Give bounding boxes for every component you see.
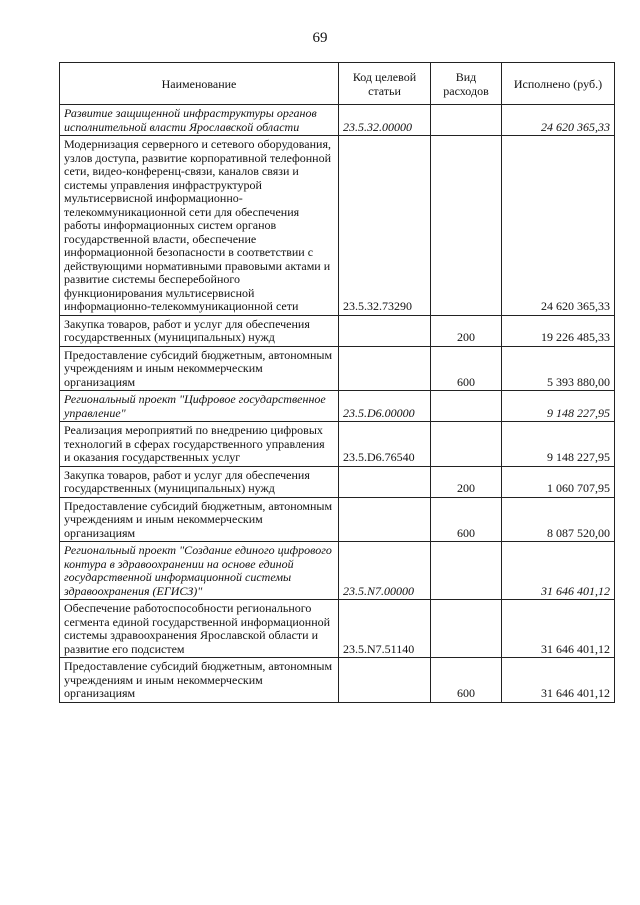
table-row [60, 136, 615, 316]
table-row [60, 497, 615, 542]
column-header-code: Код целевой статьи [339, 63, 431, 105]
row-amount: 31 646 401,12 [502, 658, 615, 703]
row-name: Обеспечение работоспособности регионального сегмента единой государственной информационной системы здравоохранения Ярославской области и развитие его подсистем [60, 600, 339, 658]
row-type: 200 [431, 466, 502, 497]
row-amount: 19 226 485,33 [502, 315, 615, 346]
row-code: 23.5.N7.51140 [339, 600, 431, 658]
row-code [339, 315, 431, 346]
row-code [339, 658, 431, 703]
row-type [431, 136, 502, 316]
table-row [60, 542, 615, 600]
row-name: Региональный проект "Создание единого цифрового контура в здравоохранении на основе единой государственной информационной системы здравоохранения (ЕГИСЗ)" [60, 542, 339, 600]
row-amount: 24 620 365,33 [502, 136, 615, 316]
row-type: 600 [431, 497, 502, 542]
row-amount: 9 148 227,95 [502, 391, 615, 422]
table-row [60, 346, 615, 391]
row-type [431, 600, 502, 658]
row-type [431, 391, 502, 422]
table-row [60, 658, 615, 703]
table-row [60, 105, 615, 136]
row-code: 23.5.D6.76540 [339, 422, 431, 467]
table-row [60, 391, 615, 422]
row-name: Предоставление субсидий бюджетным, автономным учреждениям и иным некоммерческим организациям [60, 658, 339, 703]
column-header-amount: Исполнено (руб.) [502, 63, 615, 105]
row-amount: 24 620 365,33 [502, 105, 615, 136]
row-type: 600 [431, 658, 502, 703]
row-amount: 31 646 401,12 [502, 542, 615, 600]
row-name: Модернизация серверного и сетевого оборудования, узлов доступа, развитие корпоративной телефонной сети, видео-конференц-связи, каналов связи и системы управления инфраструктурой мультисервисной информационно-телекоммуникационной сети для обеспечения работы информационных систем органов государственной власти, обеспечение информационной безопасности в соответствии с действующими нормативными правовыми актами и развитие системы бесперебойного функционирования мультисервисной информационно-телекоммуникационной сети [60, 136, 339, 316]
row-amount: 9 148 227,95 [502, 422, 615, 467]
row-type [431, 422, 502, 467]
row-name: Развитие защищенной инфраструктуры органов исполнительной власти Ярославской области [60, 105, 339, 136]
row-code: 23.5.32.00000 [339, 105, 431, 136]
column-header-name: Наименование [60, 63, 339, 105]
table-row [60, 422, 615, 467]
budget-table [59, 62, 615, 703]
row-code: 23.5.32.73290 [339, 136, 431, 316]
table-body [60, 105, 615, 703]
row-amount: 5 393 880,00 [502, 346, 615, 391]
row-code [339, 466, 431, 497]
row-name: Предоставление субсидий бюджетным, автономным учреждениям и иным некоммерческим организациям [60, 346, 339, 391]
row-amount: 1 060 707,95 [502, 466, 615, 497]
row-code [339, 497, 431, 542]
row-type [431, 105, 502, 136]
row-amount: 8 087 520,00 [502, 497, 615, 542]
table-row [60, 600, 615, 658]
row-name: Предоставление субсидий бюджетным, автономным учреждениям и иным некоммерческим организациям [60, 497, 339, 542]
row-code [339, 346, 431, 391]
column-header-type: Вид расходов [431, 63, 502, 105]
row-type: 600 [431, 346, 502, 391]
table-row [60, 315, 615, 346]
row-name: Закупка товаров, работ и услуг для обеспечения государственных (муниципальных) нужд [60, 466, 339, 497]
row-name: Реализация мероприятий по внедрению цифровых технологий в сферах государственного управления и оказания государственных услуг [60, 422, 339, 467]
row-amount: 31 646 401,12 [502, 600, 615, 658]
row-name: Региональный проект "Цифровое государственное управление" [60, 391, 339, 422]
row-code: 23.5.N7.00000 [339, 542, 431, 600]
table-header-row [60, 63, 615, 105]
row-name: Закупка товаров, работ и услуг для обеспечения государственных (муниципальных) нужд [60, 315, 339, 346]
row-code: 23.5.D6.00000 [339, 391, 431, 422]
row-type [431, 542, 502, 600]
table-row [60, 466, 615, 497]
row-type: 200 [431, 315, 502, 346]
page-number: 69 [312, 30, 328, 46]
